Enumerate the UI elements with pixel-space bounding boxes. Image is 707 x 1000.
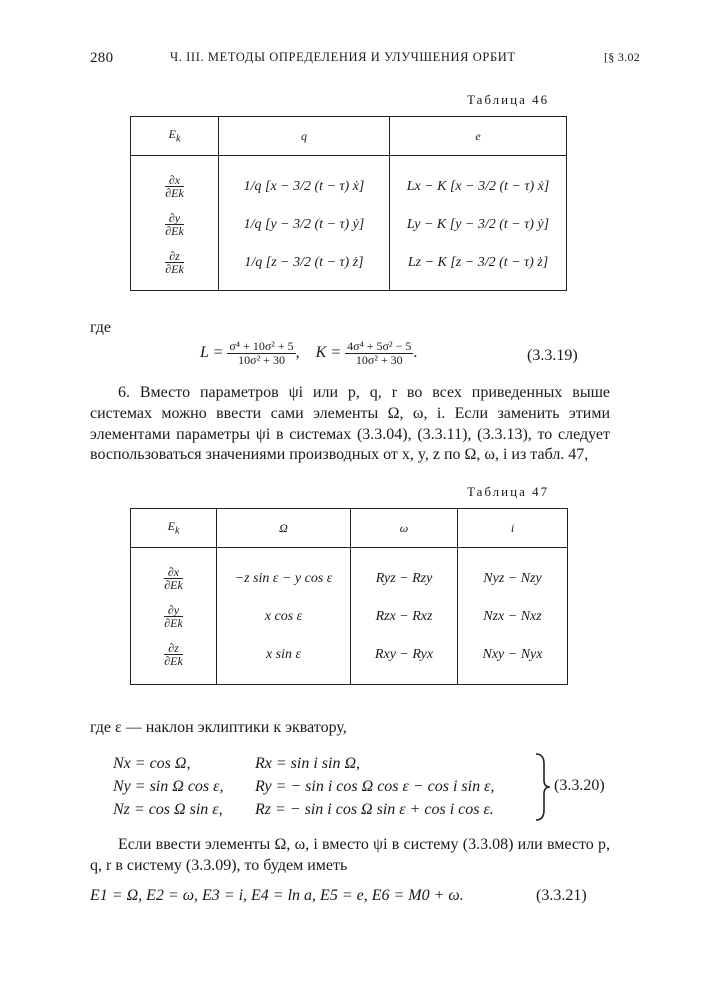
table46-q-cell: [219, 156, 390, 291]
table-row: $\frac{\partial x}{\partial Ek}$: [165, 172, 184, 201]
table46-deriv-cell: [131, 156, 219, 291]
paragraph-6: 6. Вместо параметров ψi или p, q, r во всех приведенных выше системах можно ввести сами элементы Ω, ω, i. Если заменить этими элементами параметры ψi в системах (3.3.04), (3.3.11), (3.3.13), то следует воспользоваться значениями производных от x, y, z по Ω, ω, i из табл. 47,: [90, 384, 610, 464]
table-row: $\frac{\partial x}{\partial Ek}$: [164, 564, 183, 593]
table47-Omega-row3: x sin ε: [265, 647, 302, 662]
table46-body: [131, 156, 567, 291]
table47-i-row2: Nzx − Nxz: [483, 609, 542, 624]
equation-label-3-3-20: (3.3.20): [554, 777, 605, 794]
page-number: 280: [90, 50, 114, 66]
table47-i-cell: [458, 548, 568, 685]
table47-header-row: [131, 509, 568, 548]
table46-col-ek: $E_k$: [131, 117, 219, 156]
eq20-line: Nz = cos Ω sin ε, Rz = − sin i cos Ω sin ε + cos i cos ε.: [113, 801, 494, 818]
table47-caption: Таблица 47: [467, 484, 550, 499]
table-row: $\frac{\partial z}{\partial Ek}$: [164, 640, 183, 669]
table46-e-row3: Lz − K [z − 3/2 (t − τ) ż]: [407, 255, 549, 270]
table47-omega-row3: Rxy − Ryx: [374, 647, 434, 662]
table47-omega-row2: Rzx − Rxz: [375, 609, 433, 624]
equation-label-3-3-19: (3.3.19): [527, 347, 578, 364]
table-row: $\frac{\partial z}{\partial Ek}$: [165, 248, 184, 277]
table47-Omega-row1: −z sin ε − y cos ε: [234, 571, 333, 586]
table46-col-q: q: [219, 117, 390, 156]
table47-deriv-cell: [131, 548, 217, 685]
table47-i-row1: Nyz − Nzy: [483, 571, 542, 586]
table46-e-row1: Lx − K [x − 3/2 (t − τ) ẋ]: [406, 179, 550, 194]
eq20-line: Nx = cos Ω, Rx = sin i sin Ω,: [113, 755, 361, 772]
table47-col-Omega: Ω: [217, 509, 351, 548]
section-marker: [§ 3.02: [604, 50, 641, 64]
equation-3-3-21: E1 = Ω, E2 = ω, E3 = i, E4 = ln a, E5 = e, E6 = M0 + ω.: [90, 887, 464, 904]
table46-q-row3: 1/q [z − 3/2 (t − τ) ż]: [244, 255, 364, 270]
where-label-2: где ε — наклон эклиптики к экватору,: [90, 719, 347, 736]
table47: [130, 508, 568, 685]
table47-omega-row1: Ryz − Rzy: [375, 571, 433, 586]
table47-col-omega: ω: [351, 509, 458, 548]
table-row: $\frac{\partial y}{\partial Ek}$: [164, 602, 183, 631]
table46-col-e: e: [390, 117, 567, 156]
equation-label-3-3-21: (3.3.21): [536, 887, 587, 904]
table46-header-row: [131, 117, 567, 156]
table47-Omega-row2: x cos ε: [264, 609, 303, 624]
table47-col-ek: $E_k$: [131, 509, 217, 548]
table-row: $\frac{\partial y}{\partial Ek}$: [165, 210, 184, 239]
running-title: Ч. III. МЕТОДЫ ОПРЕДЕЛЕНИЯ И УЛУЧШЕНИЯ ОРБИТ: [170, 50, 516, 64]
eq20-line: Ny = sin Ω cos ε, Ry = − sin i cos Ω cos ε − cos i sin ε,: [113, 778, 495, 795]
paragraph-7: Если ввести элементы Ω, ω, i вместо ψi в систему (3.3.08) или вместо p, q, r в систему (3.3.09), то будем иметь: [90, 836, 610, 874]
table47-Omega-cell: [217, 548, 351, 685]
table46-e-row2: Ly − K [y − 3/2 (t − τ) ẏ]: [406, 217, 550, 232]
equation-3-3-19: L = $\frac{\text{σ⁴ + 10σ² + 5}}{\text{10σ² + 30}}$ , K = $\frac{\text{4σ⁴ + 5σ² − 5}}{\text{10σ² + 30}}$ .: [200, 339, 418, 367]
table47-body: [131, 548, 568, 685]
table46-e-cell: [390, 156, 567, 291]
table46-caption: Таблица 46: [467, 92, 550, 107]
where-label-1: где: [90, 319, 112, 336]
table47-omega-cell: [351, 548, 458, 685]
equation-3-3-20: [113, 752, 494, 821]
table46-q-row2: 1/q [y − 3/2 (t − τ) ẏ]: [243, 217, 365, 232]
right-brace-icon: [534, 752, 552, 822]
table47-col-i: i: [458, 509, 568, 548]
table46-q-row1: 1/q [x − 3/2 (t − τ) ẋ]: [243, 179, 365, 194]
table46: [130, 116, 567, 291]
table47-i-row3: Nxy − Nyx: [482, 647, 543, 662]
